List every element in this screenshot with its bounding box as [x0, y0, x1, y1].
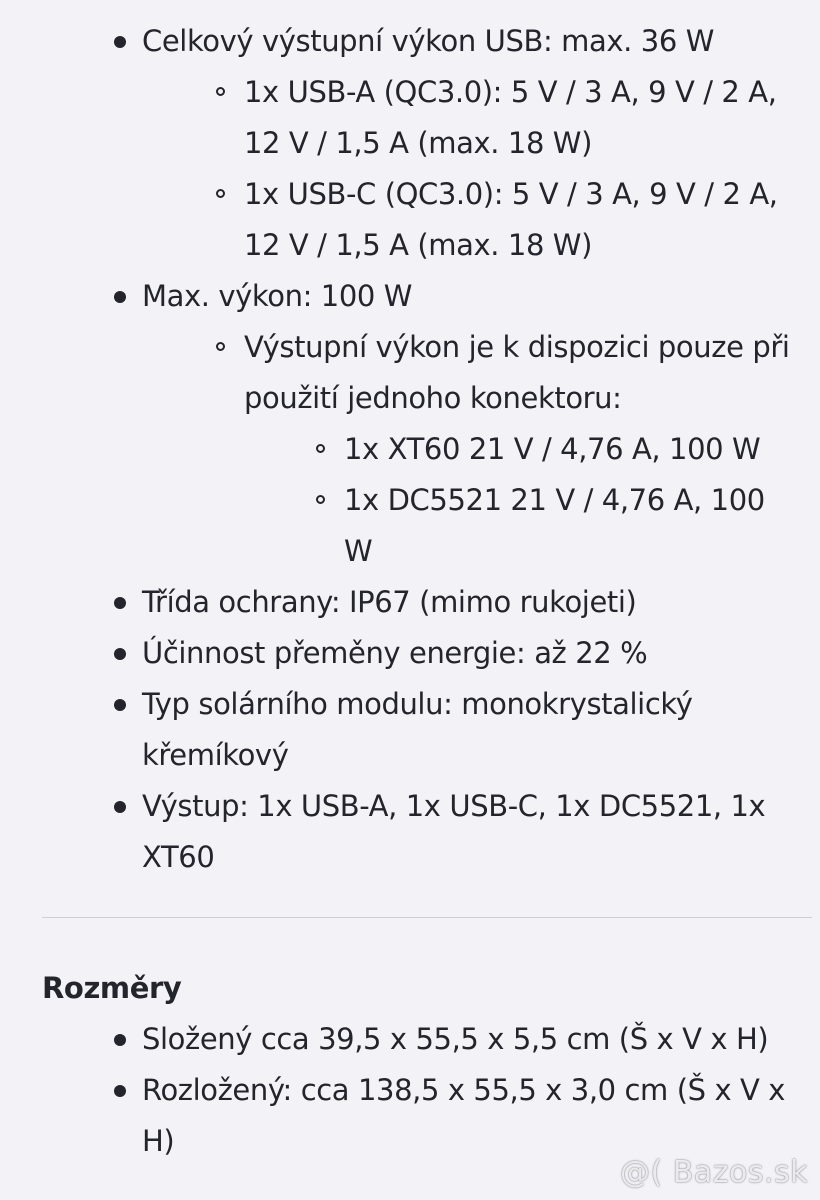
- circle-bullet-icon: [216, 189, 225, 198]
- spec-item-text: Účinnost přeměny energie: až 22 %: [142, 636, 648, 670]
- dimension-item-text: Rozložený: cca 138,5 x 55,5 x 3,0 cm (Š x V x H): [142, 1073, 786, 1158]
- sub-list: [142, 67, 800, 271]
- dimension-item-text: Složený cca 39,5 x 55,5 x 5,5 cm (Š x V x H): [142, 1022, 769, 1056]
- list-item: [244, 169, 800, 271]
- bazos-watermark: @( Bazos.sk: [620, 1155, 808, 1190]
- sub-sub-list: [244, 424, 800, 577]
- list-item: [0, 271, 800, 577]
- spec-list: [0, 16, 800, 883]
- dimensions-list: [0, 1014, 800, 1167]
- list-item: [244, 67, 800, 169]
- spec-subitem-text: Výstupní výkon je k dispozici pouze při použití jednoho konektoru:: [244, 330, 790, 415]
- spec-subitem-text: 1x USB-C (QC3.0): 5 V / 3 A, 9 V / 2 A, 12 V / 1,5 A (max. 18 W): [244, 177, 778, 262]
- spec-subsubitem-text: 1x XT60 21 V / 4,76 A, 100 W: [344, 432, 761, 466]
- spec-subsubitem-text: 1x DC5521 21 V / 4,76 A, 100 W: [344, 483, 765, 568]
- disc-bullet-icon: [114, 648, 126, 660]
- dimensions-heading: Rozměry: [42, 971, 182, 1005]
- section-divider: [42, 917, 812, 918]
- disc-bullet-icon: [114, 699, 126, 711]
- disc-bullet-icon: [114, 597, 126, 609]
- list-item: [0, 781, 800, 883]
- dimensions-section: [0, 1014, 800, 1167]
- list-item: [0, 1014, 800, 1065]
- list-item: [0, 16, 800, 271]
- spec-list-section: [0, 16, 800, 883]
- list-item: [344, 424, 800, 475]
- disc-bullet-icon: [114, 801, 126, 813]
- spec-item-text: Výstup: 1x USB-A, 1x USB-C, 1x DC5521, 1x XT60: [142, 789, 766, 874]
- list-item: [0, 628, 800, 679]
- spec-item-text: Třída ochrany: IP67 (mimo rukojeti): [142, 585, 637, 619]
- disc-bullet-icon: [114, 1085, 126, 1097]
- spec-item-text: Max. výkon: 100 W: [142, 279, 413, 313]
- disc-bullet-icon: [114, 291, 126, 303]
- circle-bullet-icon: [216, 342, 225, 351]
- disc-bullet-icon: [114, 1034, 126, 1046]
- sub-list: [142, 322, 800, 577]
- disc-bullet-icon: [114, 36, 126, 48]
- spec-subitem-text: 1x USB-A (QC3.0): 5 V / 3 A, 9 V / 2 A, 12 V / 1,5 A (max. 18 W): [244, 75, 777, 160]
- list-item: [0, 1065, 800, 1167]
- list-item: [244, 322, 800, 577]
- list-item: [0, 577, 800, 628]
- spec-item-text: Celkový výstupní výkon USB: max. 36 W: [142, 24, 714, 58]
- list-item: [344, 475, 800, 577]
- list-item: [0, 679, 800, 781]
- circle-bullet-icon: [316, 495, 325, 504]
- circle-bullet-icon: [316, 444, 325, 453]
- spec-item-text: Typ solárního modulu: monokrystalický křemíkový: [142, 687, 693, 772]
- circle-bullet-icon: [216, 87, 225, 96]
